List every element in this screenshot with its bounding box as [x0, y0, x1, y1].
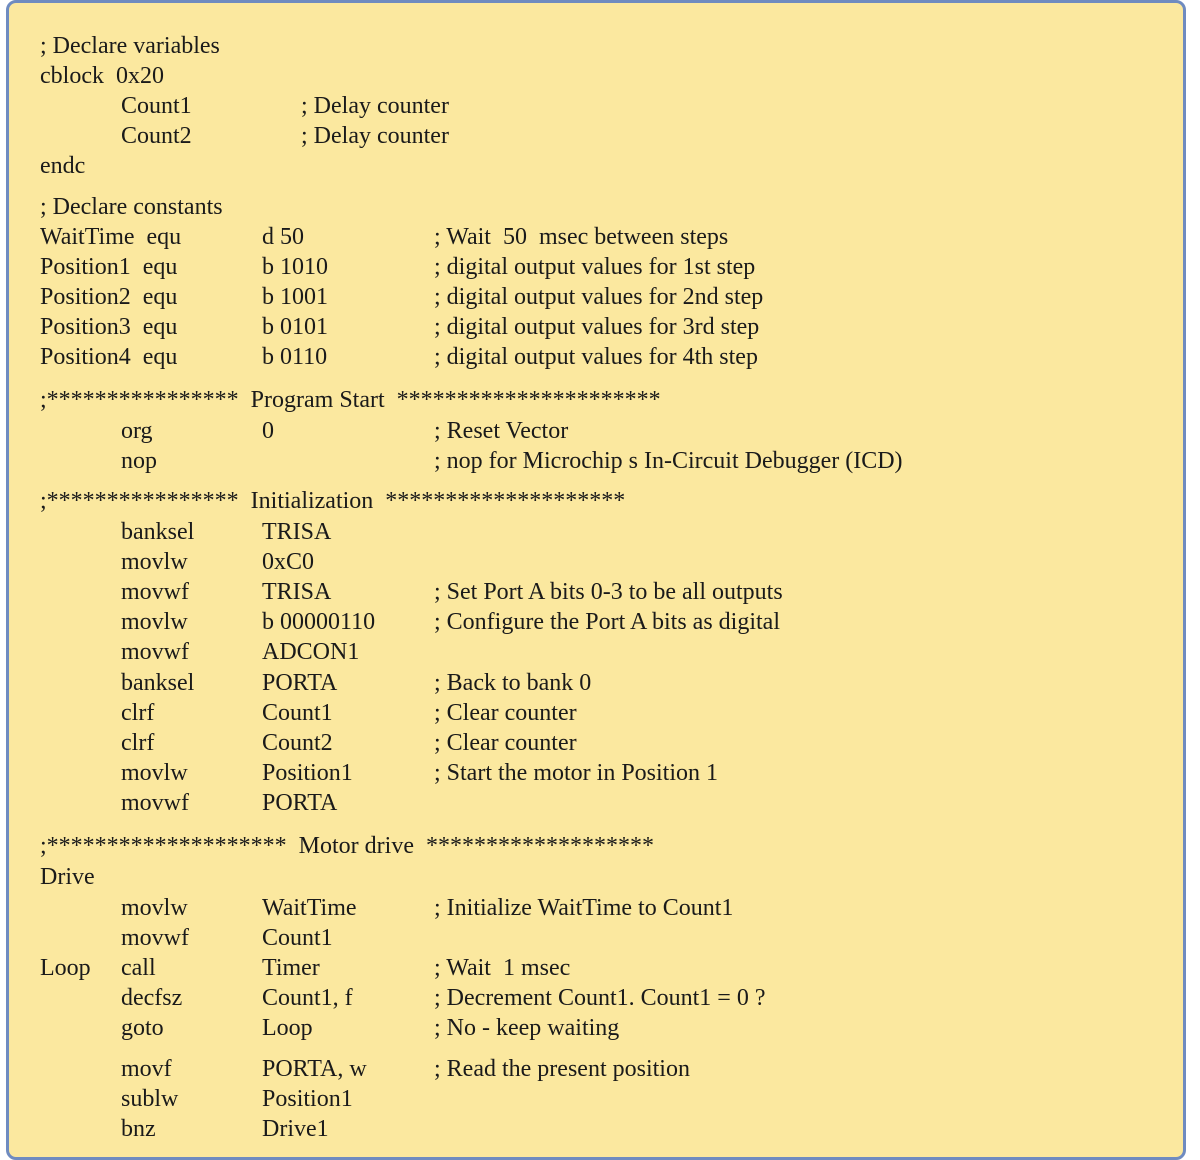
instruction-arg: WaitTime: [262, 895, 357, 921]
instruction-op: banksel: [121, 670, 195, 696]
instruction-comment: ; Clear counter: [434, 730, 577, 756]
instruction-op: goto: [121, 1015, 164, 1041]
instruction-comment: ; Initialize WaitTime to Count1: [434, 895, 734, 921]
constant-value: b 0101: [262, 314, 328, 340]
constant-comment: ; digital output values for 2nd step: [434, 284, 764, 310]
constant-comment: ; Wait 50 msec between steps: [434, 224, 729, 250]
instruction-comment: ; Set Port A bits 0-3 to be all outputs: [434, 579, 783, 605]
instruction-arg: Drive1: [262, 1116, 329, 1142]
instruction-op: bnz: [121, 1116, 156, 1142]
instruction-arg: ADCON1: [262, 639, 360, 665]
constant-label: Position1 equ: [40, 254, 178, 280]
instruction-arg: TRISA: [262, 579, 332, 605]
instruction-arg: b 00000110: [262, 609, 376, 635]
constant-comment: ; digital output values for 4th step: [434, 344, 758, 370]
count1-comment: ; Delay counter: [301, 93, 449, 119]
instruction-op: clrf: [121, 700, 155, 726]
instruction-comment: ; Back to bank 0: [434, 670, 592, 696]
variables-comment: ; Declare variables: [40, 33, 220, 59]
instruction-comment: ; Configure the Port A bits as digital: [434, 609, 780, 635]
instruction-op: sublw: [121, 1086, 179, 1112]
instruction-op: decfsz: [121, 985, 183, 1011]
instruction-arg: PORTA, w: [262, 1056, 367, 1082]
instruction-comment: ; Wait 1 msec: [434, 955, 571, 981]
instruction-arg: PORTA: [262, 670, 338, 696]
constant-label: WaitTime equ: [40, 224, 182, 250]
instruction-op: movlw: [121, 609, 188, 635]
instruction-op: movf: [121, 1056, 172, 1082]
instruction-op: call: [121, 955, 156, 981]
instruction-arg: Count2: [262, 730, 333, 756]
instruction-arg: Count1, f: [262, 985, 353, 1011]
instruction-op: movlw: [121, 549, 188, 575]
instruction-arg: Timer: [262, 955, 320, 981]
loop-label: Loop: [40, 955, 91, 981]
constant-label: Position2 equ: [40, 284, 178, 310]
instruction-arg: Count1: [262, 925, 333, 951]
cblock-directive: cblock 0x20: [40, 63, 164, 89]
instruction-arg: PORTA: [262, 790, 338, 816]
instruction-op: nop: [121, 448, 157, 474]
constant-comment: ; digital output values for 1st step: [434, 254, 756, 280]
instruction-comment: ; No - keep waiting: [434, 1015, 620, 1041]
constant-value: b 1010: [262, 254, 328, 280]
constant-label: Position3 equ: [40, 314, 178, 340]
instruction-comment: ; Decrement Count1. Count1 = 0 ?: [434, 985, 766, 1011]
instruction-arg: Loop: [262, 1015, 313, 1041]
constant-value: b 0110: [262, 344, 328, 370]
instruction-op: clrf: [121, 730, 155, 756]
instruction-comment: ; nop for Microchip s In-Circuit Debugger (ICD): [434, 448, 903, 474]
constant-label: Position4 equ: [40, 344, 178, 370]
instruction-op: movwf: [121, 639, 189, 665]
count2-comment: ; Delay counter: [301, 123, 449, 149]
instruction-op: movlw: [121, 760, 188, 786]
instruction-op: movwf: [121, 579, 189, 605]
instruction-op: banksel: [121, 519, 195, 545]
instruction-arg: Position1: [262, 760, 353, 786]
program-start-banner: ;**************** Program Start **********************: [40, 387, 661, 413]
instruction-op: movwf: [121, 925, 189, 951]
count1-variable: Count1: [121, 93, 192, 119]
instruction-arg: 0xC0: [262, 549, 315, 575]
instruction-arg: Position1: [262, 1086, 353, 1112]
instruction-comment: ; Reset Vector: [434, 418, 569, 444]
motor-drive-banner: ;******************** Motor drive *******************: [40, 833, 654, 859]
instruction-comment: ; Read the present position: [434, 1056, 690, 1082]
constant-value: d 50: [262, 224, 304, 250]
constant-value: b 1001: [262, 284, 328, 310]
instruction-comment: ; Clear counter: [434, 700, 577, 726]
instruction-comment: ; Start the motor in Position 1: [434, 760, 719, 786]
constants-comment: ; Declare constants: [40, 194, 223, 220]
constant-comment: ; digital output values for 3rd step: [434, 314, 760, 340]
instruction-op: movlw: [121, 895, 188, 921]
drive-label: Drive: [40, 864, 95, 890]
instruction-op: movwf: [121, 790, 189, 816]
instruction-op: org: [121, 418, 153, 444]
instruction-arg: Count1: [262, 700, 333, 726]
instruction-arg: 0: [262, 418, 274, 444]
endc-directive: endc: [40, 153, 86, 179]
count2-variable: Count2: [121, 123, 192, 149]
instruction-arg: TRISA: [262, 519, 332, 545]
initialization-banner: ;**************** Initialization ********************: [40, 488, 626, 514]
